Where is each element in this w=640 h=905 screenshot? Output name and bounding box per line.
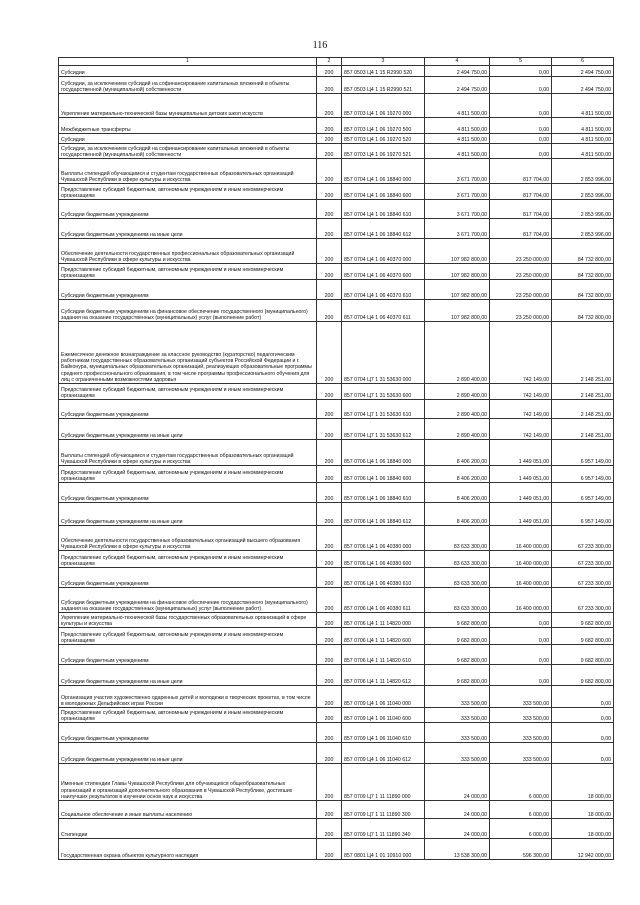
row-amount-5: 742 149,00 xyxy=(490,384,552,400)
column-header: 4 xyxy=(425,58,490,66)
table-row xyxy=(59,588,614,613)
row-code-2: 200 xyxy=(317,66,342,77)
row-amount-5: 333 500,00 xyxy=(490,743,552,764)
row-amount-4: 4 811 500,00 xyxy=(425,134,490,144)
row-amount-6: 2 148 251,00 xyxy=(552,384,614,400)
row-amount-6: 67 233 300,00 xyxy=(552,526,614,551)
row-amount-4: 107 982 800,00 xyxy=(425,280,490,300)
row-code-2: 200 xyxy=(317,483,342,503)
row-code-2: 200 xyxy=(317,764,342,801)
row-name: Именные стипендии Главы Чувашской Республики для обучающихся общеобразовательных организаций и организаций дополнительного образования в Чувашской Республике, достигших наилучших результатов в изучении основ наук и искусства xyxy=(59,764,317,801)
row-budget-code: 857 0706 Ц4 1 06 40380 611 xyxy=(342,588,425,613)
row-amount-5: 1 449 051,00 xyxy=(490,466,552,483)
table-row xyxy=(59,159,614,184)
row-amount-4: 24 000,00 xyxy=(425,801,490,819)
column-header: 2 xyxy=(317,58,342,66)
row-amount-5: 742 149,00 xyxy=(490,400,552,419)
row-amount-6: 6 957 149,00 xyxy=(552,466,614,483)
row-budget-code: 857 0703 Ц4 1 06 19270 520 xyxy=(342,134,425,144)
table-row xyxy=(59,723,614,743)
row-amount-5: 0,00 xyxy=(490,118,552,134)
row-name: Предоставление субсидий бюджетным, автономным учреждениям и иным некоммерческим организациям xyxy=(59,708,317,723)
column-header: 3 xyxy=(342,58,425,66)
table-row xyxy=(59,568,614,588)
table-row xyxy=(59,118,614,134)
row-code-2: 200 xyxy=(317,94,342,118)
row-name: Обеспечение деятельности государственных образовательных организаций высшего образования Чувашской Республики в сфере культуры и искусства xyxy=(59,526,317,551)
row-name: Предоставление субсидий бюджетным, автономным учреждениям и иным некоммерческим организациям xyxy=(59,628,317,645)
row-amount-4: 8 406 200,00 xyxy=(425,483,490,503)
row-amount-6: 67 233 300,00 xyxy=(552,568,614,588)
row-name: Субсидии xyxy=(59,134,317,144)
table-row xyxy=(59,264,614,280)
row-name: Субсидии бюджетным учреждениям на иные цели xyxy=(59,219,317,239)
row-amount-5: 0,00 xyxy=(490,66,552,77)
row-code-2: 200 xyxy=(317,743,342,764)
row-name: Субсидии бюджетным учреждениям на иные цели xyxy=(59,743,317,764)
row-amount-5: 23 250 000,00 xyxy=(490,300,552,322)
row-name: Предоставление субсидий бюджетным, автономным учреждениям и иным некоммерческим организациям xyxy=(59,384,317,400)
row-amount-6: 9 682 800,00 xyxy=(552,613,614,628)
row-amount-5: 6 000,00 xyxy=(490,764,552,801)
row-amount-5: 742 149,00 xyxy=(490,419,552,440)
row-code-2: 200 xyxy=(317,839,342,860)
row-amount-4: 4 811 500,00 xyxy=(425,144,490,159)
row-amount-5: 0,00 xyxy=(490,77,552,94)
row-amount-6: 2 853 996,00 xyxy=(552,219,614,239)
row-budget-code: 857 0706 Ц4 1 06 18840 612 xyxy=(342,503,425,526)
row-amount-5: 596 300,00 xyxy=(490,839,552,860)
row-amount-5: 6 000,00 xyxy=(490,801,552,819)
row-amount-5: 1 449 051,00 xyxy=(490,440,552,466)
row-amount-6: 4 811 500,00 xyxy=(552,144,614,159)
row-code-2: 200 xyxy=(317,645,342,665)
row-code-2: 200 xyxy=(317,280,342,300)
row-amount-4: 107 982 800,00 xyxy=(425,264,490,280)
row-budget-code: 857 0703 Ц4 1 06 19270 000 xyxy=(342,94,425,118)
row-budget-code: 857 0706 Ц4 1 11 14820 000 xyxy=(342,613,425,628)
row-code-2: 200 xyxy=(317,384,342,400)
row-amount-5: 817 704,00 xyxy=(490,184,552,200)
row-name: Предоставление субсидий бюджетным, автономным учреждениям и иным некоммерческим организациям xyxy=(59,551,317,568)
row-budget-code: 857 0709 Ц4 1 06 11040 000 xyxy=(342,686,425,708)
row-amount-6: 2 853 996,00 xyxy=(552,200,614,219)
row-name: Субсидии бюджетным учреждениям на иные цели xyxy=(59,419,317,440)
row-amount-6: 6 957 149,00 xyxy=(552,503,614,526)
row-amount-6: 2 494 750,00 xyxy=(552,77,614,94)
row-amount-4: 83 633 300,00 xyxy=(425,568,490,588)
row-code-2: 200 xyxy=(317,440,342,466)
row-budget-code: 857 0704 Ц4 1 06 18840 000 xyxy=(342,159,425,184)
row-amount-4: 13 538 300,00 xyxy=(425,839,490,860)
row-amount-5: 0,00 xyxy=(490,94,552,118)
row-amount-5: 742 149,00 xyxy=(490,322,552,384)
row-code-2: 200 xyxy=(317,219,342,239)
row-budget-code: 857 0704 Ц4 1 06 40370 610 xyxy=(342,280,425,300)
row-amount-4: 107 982 800,00 xyxy=(425,239,490,264)
row-amount-5: 0,00 xyxy=(490,665,552,686)
row-amount-6: 2 853 996,00 xyxy=(552,159,614,184)
row-code-2: 200 xyxy=(317,400,342,419)
row-amount-6: 6 957 149,00 xyxy=(552,440,614,466)
row-budget-code: 857 0709 Ц4 1 06 11040 612 xyxy=(342,743,425,764)
row-budget-code: 857 0704 Ц7 1 31 53630 612 xyxy=(342,419,425,440)
row-budget-code: 857 0704 Ц7 1 31 53630 610 xyxy=(342,400,425,419)
row-code-2: 200 xyxy=(317,723,342,743)
row-name: Укрепление материально-технической базы государственных образовательных организаций в сфере культуры и искусства xyxy=(59,613,317,628)
row-code-2: 200 xyxy=(317,686,342,708)
row-amount-5: 0,00 xyxy=(490,645,552,665)
row-code-2: 200 xyxy=(317,239,342,264)
row-code-2: 200 xyxy=(317,801,342,819)
row-amount-4: 3 671 700,00 xyxy=(425,200,490,219)
row-amount-5: 23 250 000,00 xyxy=(490,239,552,264)
table-row xyxy=(59,280,614,300)
row-amount-5: 0,00 xyxy=(490,144,552,159)
table-row xyxy=(59,300,614,322)
row-amount-4: 333 500,00 xyxy=(425,708,490,723)
row-amount-5: 333 500,00 xyxy=(490,723,552,743)
row-amount-5: 817 704,00 xyxy=(490,200,552,219)
row-amount-4: 333 500,00 xyxy=(425,686,490,708)
row-amount-5: 0,00 xyxy=(490,628,552,645)
row-amount-4: 24 000,00 xyxy=(425,819,490,839)
row-amount-5: 16 400 000,00 xyxy=(490,526,552,551)
row-budget-code: 857 0706 Ц4 1 06 18840 600 xyxy=(342,466,425,483)
row-code-2: 200 xyxy=(317,300,342,322)
row-budget-code: 857 0704 Ц4 1 06 40370 600 xyxy=(342,264,425,280)
row-amount-6: 18 000,00 xyxy=(552,801,614,819)
row-name: Субсидии, за исключением субсидий на софинансирование капитальных вложений в объекты государственной (муниципальной) собственности xyxy=(59,77,317,94)
row-name: Выплаты стипендий обучающимся и студентам государственных образовательных организаций Чувашской Республики в сфере культуры и искусства xyxy=(59,159,317,184)
row-amount-5: 23 250 000,00 xyxy=(490,280,552,300)
row-code-2: 200 xyxy=(317,503,342,526)
row-budget-code: 857 0709 Ц4 1 06 11040 610 xyxy=(342,723,425,743)
row-amount-5: 16 400 000,00 xyxy=(490,588,552,613)
row-code-2: 200 xyxy=(317,184,342,200)
table-row xyxy=(59,322,614,384)
table-row xyxy=(59,551,614,568)
row-amount-6: 0,00 xyxy=(552,723,614,743)
row-code-2: 200 xyxy=(317,159,342,184)
row-budget-code: 857 0703 Ц4 1 06 19270 500 xyxy=(342,118,425,134)
row-code-2: 200 xyxy=(317,665,342,686)
row-amount-4: 4 811 500,00 xyxy=(425,118,490,134)
row-amount-6: 84 732 800,00 xyxy=(552,264,614,280)
row-amount-6: 18 000,00 xyxy=(552,764,614,801)
row-name: Межбюджетные трансферты xyxy=(59,118,317,134)
table-header-row xyxy=(59,58,614,66)
row-amount-4: 3 671 700,00 xyxy=(425,219,490,239)
table-row xyxy=(59,219,614,239)
row-amount-6: 0,00 xyxy=(552,743,614,764)
budget-table xyxy=(58,57,614,860)
row-amount-6: 0,00 xyxy=(552,686,614,708)
table-row xyxy=(59,743,614,764)
row-code-2: 200 xyxy=(317,144,342,159)
row-budget-code: 857 0706 Ц4 1 06 18840 610 xyxy=(342,483,425,503)
table-row xyxy=(59,400,614,419)
row-code-2: 200 xyxy=(317,466,342,483)
row-amount-5: 817 704,00 xyxy=(490,159,552,184)
row-amount-5: 333 500,00 xyxy=(490,686,552,708)
row-budget-code: 857 0503 Ц4 1 15 R2990 520 xyxy=(342,66,425,77)
row-amount-4: 83 633 300,00 xyxy=(425,551,490,568)
row-name: Субсидии бюджетным учреждениям на иные цели xyxy=(59,665,317,686)
row-amount-5: 1 449 051,00 xyxy=(490,503,552,526)
row-amount-5: 23 250 000,00 xyxy=(490,264,552,280)
row-name: Субсидии бюджетным учреждениям xyxy=(59,483,317,503)
table-row xyxy=(59,184,614,200)
row-amount-5: 6 000,00 xyxy=(490,819,552,839)
row-name: Предоставление субсидий бюджетным, автономным учреждениям и иным некоммерческим организациям xyxy=(59,184,317,200)
table-row xyxy=(59,66,614,77)
row-name: Субсидии, за исключением субсидий на софинансирование капитальных вложений в объекты государственной (муниципальной) собственности xyxy=(59,144,317,159)
row-amount-6: 18 000,00 xyxy=(552,819,614,839)
row-amount-6: 6 957 149,00 xyxy=(552,483,614,503)
row-amount-6: 2 148 251,00 xyxy=(552,322,614,384)
row-budget-code: 857 0706 Ц4 1 11 14820 600 xyxy=(342,628,425,645)
row-amount-4: 333 500,00 xyxy=(425,743,490,764)
row-amount-4: 9 682 800,00 xyxy=(425,665,490,686)
page-number: 116 xyxy=(312,40,328,51)
row-name: Субсидии бюджетным учреждениям xyxy=(59,200,317,219)
row-code-2: 200 xyxy=(317,419,342,440)
column-header: 5 xyxy=(490,58,552,66)
row-budget-code: 857 0704 Ц7 1 31 53630 000 xyxy=(342,322,425,384)
row-amount-6: 67 233 300,00 xyxy=(552,551,614,568)
row-budget-code: 857 0801 Ц4 1 01 10910 000 xyxy=(342,839,425,860)
row-amount-4: 2 890 400,00 xyxy=(425,419,490,440)
row-code-2: 200 xyxy=(317,200,342,219)
table-row xyxy=(59,665,614,686)
row-amount-5: 16 400 000,00 xyxy=(490,568,552,588)
row-amount-4: 3 671 700,00 xyxy=(425,159,490,184)
row-name: Субсидии xyxy=(59,66,317,77)
table-row xyxy=(59,801,614,819)
row-name: Субсидии бюджетным учреждениям xyxy=(59,723,317,743)
row-name: Обеспечение деятельности государственных профессиональных образовательных организаций Чувашской Республики в сфере культуры и искусства xyxy=(59,239,317,264)
row-amount-6: 2 148 251,00 xyxy=(552,400,614,419)
table-row xyxy=(59,239,614,264)
table-row xyxy=(59,819,614,839)
row-code-2: 200 xyxy=(317,551,342,568)
row-name: Субсидии бюджетным учреждениям xyxy=(59,568,317,588)
row-amount-6: 84 732 800,00 xyxy=(552,280,614,300)
table-row xyxy=(59,419,614,440)
row-code-2: 200 xyxy=(317,628,342,645)
row-budget-code: 857 0704 Ц4 1 06 18840 610 xyxy=(342,200,425,219)
table-row xyxy=(59,200,614,219)
row-budget-code: 857 0704 Ц7 1 31 53630 600 xyxy=(342,384,425,400)
row-name: Субсидии бюджетным учреждениям xyxy=(59,400,317,419)
row-budget-code: 857 0709 Ц7 1 11 11890 000 xyxy=(342,764,425,801)
table-row xyxy=(59,94,614,118)
row-budget-code: 857 0503 Ц4 1 15 R2990 521 xyxy=(342,77,425,94)
row-name: Предоставление субсидий бюджетным, автономным учреждениям и иным некоммерческим организациям xyxy=(59,264,317,280)
row-amount-4: 24 000,00 xyxy=(425,764,490,801)
row-amount-4: 8 406 200,00 xyxy=(425,440,490,466)
row-name: Субсидии бюджетным учреждениям xyxy=(59,280,317,300)
row-amount-6: 4 811 500,00 xyxy=(552,118,614,134)
row-name: Субсидии бюджетным учреждениям на финансовое обеспечение государственного (муниципального) задания на оказание государственных (муниципальных) услуг (выполнение работ) xyxy=(59,588,317,613)
row-amount-4: 9 682 800,00 xyxy=(425,645,490,665)
row-amount-6: 2 494 750,00 xyxy=(552,66,614,77)
row-amount-4: 2 890 400,00 xyxy=(425,322,490,384)
row-amount-4: 8 406 200,00 xyxy=(425,466,490,483)
row-code-2: 200 xyxy=(317,588,342,613)
row-amount-4: 83 633 300,00 xyxy=(425,588,490,613)
row-name: Ежемесячное денежное вознаграждение за классное руководство (кураторство) педагогическим работникам государственных образовательных организаций субъектов Российской Федерации и г. Байконура, муниципальных образовательных организаций, реализующих образовательные программы среднего профессионального образования, в том числе программы профессионального обучения для лиц с ограниченными возможностями здоровья xyxy=(59,322,317,384)
table-row xyxy=(59,503,614,526)
row-code-2: 200 xyxy=(317,134,342,144)
table-row xyxy=(59,144,614,159)
table-row xyxy=(59,708,614,723)
row-name: Субсидии бюджетным учреждениям на иные цели xyxy=(59,503,317,526)
row-code-2: 200 xyxy=(317,264,342,280)
row-amount-5: 333 500,00 xyxy=(490,708,552,723)
row-amount-6: 2 148 251,00 xyxy=(552,419,614,440)
row-budget-code: 857 0709 Ц4 1 06 11040 600 xyxy=(342,708,425,723)
row-budget-code: 857 0706 Ц4 1 11 14820 610 xyxy=(342,645,425,665)
row-name: Субсидии бюджетным учреждениям xyxy=(59,645,317,665)
row-budget-code: 857 0706 Ц4 1 06 40380 600 xyxy=(342,551,425,568)
row-name: Выплаты стипендий обучающимся и студентам государственных образовательных организаций Чувашской Республики в сфере культуры и искусства xyxy=(59,440,317,466)
row-amount-4: 333 500,00 xyxy=(425,723,490,743)
table-row xyxy=(59,440,614,466)
column-header: 6 xyxy=(552,58,614,66)
table-row xyxy=(59,483,614,503)
row-amount-6: 84 732 800,00 xyxy=(552,239,614,264)
row-amount-4: 107 982 800,00 xyxy=(425,300,490,322)
row-budget-code: 857 0706 Ц4 1 06 40380 000 xyxy=(342,526,425,551)
row-amount-4: 2 494 750,00 xyxy=(425,66,490,77)
row-name: Организация участия художественно одаренных детей и молодежи в творческих проектах, в том числе в молодежных Дельфийских играх России xyxy=(59,686,317,708)
row-code-2: 200 xyxy=(317,613,342,628)
row-amount-4: 2 890 400,00 xyxy=(425,384,490,400)
row-code-2: 200 xyxy=(317,819,342,839)
row-amount-4: 9 682 800,00 xyxy=(425,613,490,628)
row-budget-code: 857 0706 Ц4 1 11 14820 612 xyxy=(342,665,425,686)
row-budget-code: 857 0704 Ц4 1 06 18840 612 xyxy=(342,219,425,239)
table-row xyxy=(59,384,614,400)
row-amount-4: 83 633 300,00 xyxy=(425,526,490,551)
row-code-2: 200 xyxy=(317,322,342,384)
row-amount-4: 2 494 750,00 xyxy=(425,77,490,94)
row-name: Социальное обеспечение и иные выплаты населению xyxy=(59,801,317,819)
table-row xyxy=(59,686,614,708)
table-row xyxy=(59,526,614,551)
row-amount-5: 0,00 xyxy=(490,613,552,628)
row-budget-code: 857 0704 Ц4 1 06 18840 600 xyxy=(342,184,425,200)
row-name: Предоставление субсидий бюджетным, автономным учреждениям и иным некоммерческим организациям xyxy=(59,466,317,483)
row-code-2: 200 xyxy=(317,526,342,551)
row-amount-5: 817 704,00 xyxy=(490,219,552,239)
table-row xyxy=(59,645,614,665)
row-name: Субсидии бюджетным учреждениям на финансовое обеспечение государственного (муниципального) задания на оказание государственных (муниципальных) услуг (выполнение работ) xyxy=(59,300,317,322)
table-row xyxy=(59,764,614,801)
row-amount-6: 4 811 500,00 xyxy=(552,94,614,118)
row-budget-code: 857 0704 Ц4 1 06 40370 000 xyxy=(342,239,425,264)
row-name: Государственная охрана объектов культурного наследия xyxy=(59,839,317,860)
row-budget-code: 857 0709 Ц7 1 11 11890 300 xyxy=(342,801,425,819)
row-amount-4: 3 671 700,00 xyxy=(425,184,490,200)
row-amount-6: 4 811 500,00 xyxy=(552,134,614,144)
table-row xyxy=(59,466,614,483)
row-name: Стипендии xyxy=(59,819,317,839)
row-budget-code: 857 0709 Ц7 1 11 11890 340 xyxy=(342,819,425,839)
row-amount-6: 9 682 800,00 xyxy=(552,645,614,665)
row-budget-code: 857 0703 Ц4 1 06 19270 521 xyxy=(342,144,425,159)
row-amount-6: 84 732 800,00 xyxy=(552,300,614,322)
row-amount-4: 9 682 800,00 xyxy=(425,628,490,645)
row-code-2: 200 xyxy=(317,568,342,588)
row-budget-code: 857 0706 Ц4 1 06 40380 610 xyxy=(342,568,425,588)
row-code-2: 200 xyxy=(317,708,342,723)
row-amount-4: 8 406 200,00 xyxy=(425,503,490,526)
row-amount-6: 0,00 xyxy=(552,708,614,723)
row-budget-code: 857 0704 Ц4 1 06 40370 611 xyxy=(342,300,425,322)
row-amount-6: 9 682 800,00 xyxy=(552,665,614,686)
row-code-2: 200 xyxy=(317,77,342,94)
row-amount-6: 2 853 996,00 xyxy=(552,184,614,200)
table-row xyxy=(59,77,614,94)
row-amount-5: 16 400 000,00 xyxy=(490,551,552,568)
row-amount-6: 12 942 000,00 xyxy=(552,839,614,860)
row-name: Укрепление материально-технической базы муниципальных детских школ искусств xyxy=(59,94,317,118)
table-row xyxy=(59,839,614,860)
row-amount-4: 2 890 400,00 xyxy=(425,400,490,419)
row-amount-6: 67 233 300,00 xyxy=(552,588,614,613)
row-budget-code: 857 0706 Ц4 1 06 18840 000 xyxy=(342,440,425,466)
column-header: 1 xyxy=(59,58,317,66)
table-row xyxy=(59,628,614,645)
table-row xyxy=(59,613,614,628)
row-amount-5: 0,00 xyxy=(490,134,552,144)
row-amount-5: 1 449 051,00 xyxy=(490,483,552,503)
row-code-2: 200 xyxy=(317,118,342,134)
row-amount-6: 9 682 800,00 xyxy=(552,628,614,645)
table-row xyxy=(59,134,614,144)
row-amount-4: 4 811 500,00 xyxy=(425,94,490,118)
